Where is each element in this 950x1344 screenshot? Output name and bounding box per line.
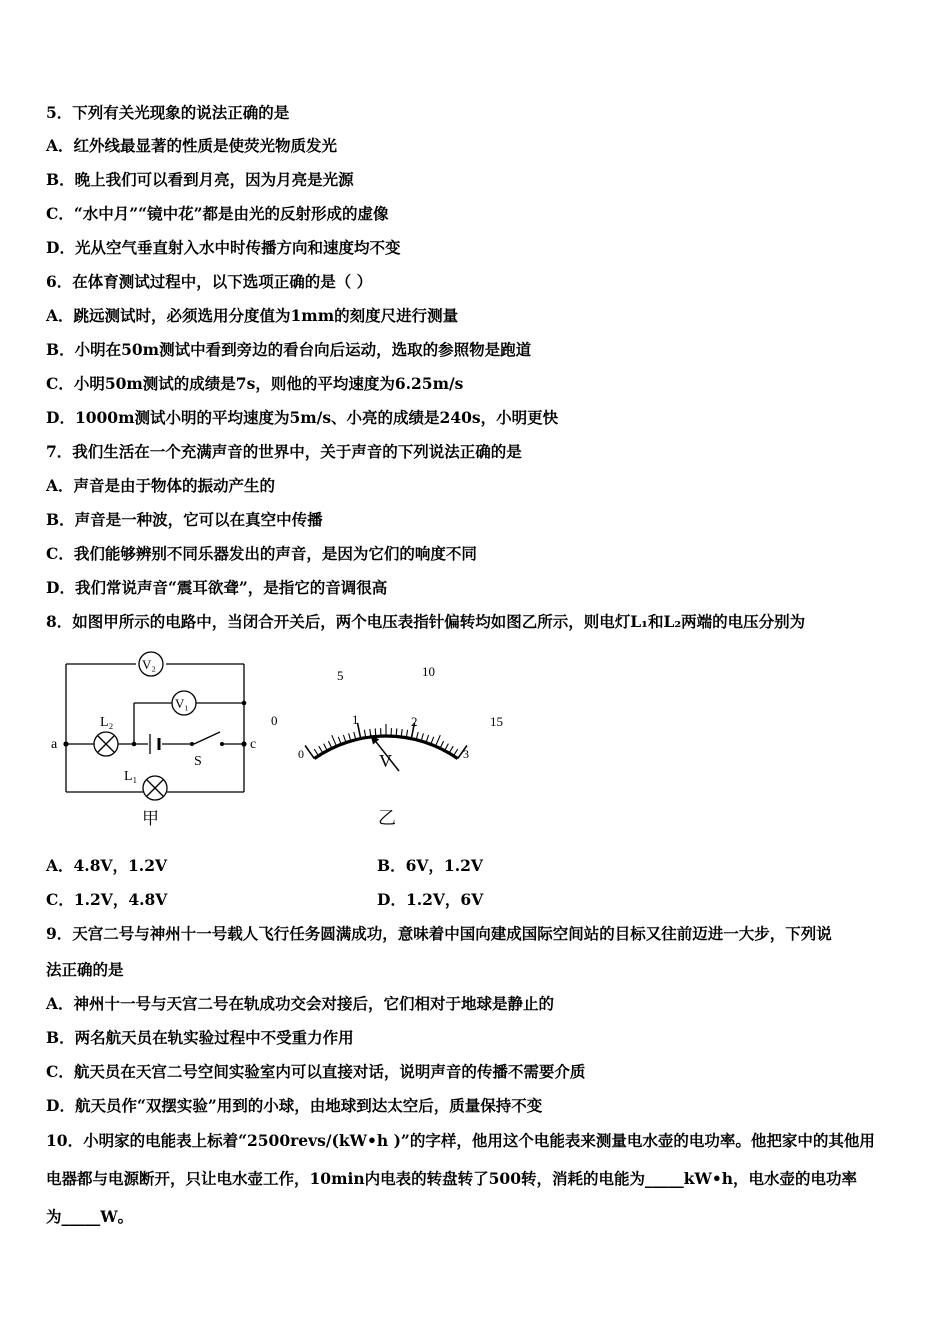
node-a-label: a [51, 737, 58, 752]
q5-option-a: A．红外线最显著的性质是使荧光物质发光 [46, 136, 338, 155]
q8-option-a: A．4.8V，1.2V [46, 856, 168, 875]
q7-option-b: B．声音是一种波，它可以在真空中传播 [46, 510, 323, 529]
lamp-l2-icon [98, 736, 114, 752]
bottom-scale-3: 3 [463, 747, 469, 761]
q8-option-d: D．1.2V，6V [377, 890, 484, 909]
v1-label: V₁ [175, 696, 189, 711]
top-scale-15: 15 [490, 714, 503, 729]
q8-option-b: B．6V，1.2V [377, 856, 483, 875]
l1-label: L₁ [124, 769, 138, 784]
top-scale-10: 10 [422, 664, 435, 679]
node-c-label: c [250, 737, 257, 752]
q10-line3: 为_____W。 [46, 1207, 134, 1226]
battery-icon [150, 734, 159, 754]
q9-stem-line1: 9．天宫二号与神州十一号载人飞行任务圆满成功，意味着中国向建成国际空间站的目标又往前迈进一大步，下列说 [46, 924, 832, 943]
q6-option-a: A．跳远测试时，必须选用分度值为1mm的刻度尺进行测量 [46, 306, 459, 325]
v2-label: V₂ [142, 657, 156, 672]
unit-v-label: V [379, 751, 392, 771]
top-scale-0: 0 [271, 713, 278, 728]
voltmeter-dial-yi [266, 656, 516, 836]
q6-option-b: B．小明在50m测试中看到旁边的看台向后运动，选取的参照物是跑道 [46, 340, 532, 359]
q9-option-d: D．航天员作“双摆实验”用到的小球，由地球到达太空后，质量保持不变 [46, 1096, 543, 1115]
figure-yi-caption: 乙 [378, 808, 396, 828]
bottom-scale-2: 2 [411, 714, 418, 729]
q6-option-c: C．小明50m测试的成绩是7s，则他的平均速度为6.25m/s [46, 374, 464, 393]
q10-line2: 电器都与电源断开，只让电水壶工作，10min内电表的转盘转了500转，消耗的电能为_____kW•h，电水壶的电功率 [46, 1169, 858, 1188]
q10-line1: 10．小明家的电能表上标着“2500revs/(kW•h )”的字样，他用这个电能表来测量电水壶的电功率。他把家中的其他用 [46, 1131, 875, 1150]
switch-s-label: S [194, 754, 202, 769]
q9-stem-line2: 法正确的是 [46, 960, 124, 979]
q5-stem: 5．下列有关光现象的说法正确的是 [46, 103, 290, 122]
bottom-scale-0: 0 [298, 747, 304, 761]
q5-option-b: B．晚上我们可以看到月亮，因为月亮是光源 [46, 170, 354, 189]
q7-option-c: C．我们能够辨别不同乐器发出的声音，是因为它们的响度不同 [46, 544, 477, 563]
q9-option-c: C．航天员在天宫二号空间实验室内可以直接对话，说明声音的传播不需要介质 [46, 1062, 586, 1081]
figure-jia-caption: 甲 [142, 809, 159, 828]
lamp-l1-icon [147, 780, 163, 796]
l2-label: L₂ [100, 715, 114, 730]
q5-option-c: C．“水中月”“镜中花”都是由光的反射形成的虚像 [46, 204, 389, 223]
q6-stem: 6．在体育测试过程中，以下选项正确的是（ ） [46, 272, 373, 291]
q9-option-b: B．两名航天员在轨实验过程中不受重力作用 [46, 1028, 354, 1047]
circuit-diagram-jia [44, 648, 264, 833]
q7-stem: 7．我们生活在一个充满声音的世界中，关于声音的下列说法正确的是 [46, 442, 522, 461]
top-scale-5: 5 [337, 668, 344, 683]
q8-option-c: C．1.2V，4.8V [46, 890, 168, 909]
q6-option-d: D．1000m测试小明的平均速度为5m/s、小亮的成绩是240s，小明更快 [46, 408, 559, 427]
dial-tick [436, 735, 441, 746]
dial-tick [305, 746, 314, 759]
dial-tick [332, 735, 337, 746]
q7-option-a: A．声音是由于物体的振动产生的 [46, 476, 276, 495]
q9-option-a: A．神州十一号与天宫二号在轨成功交会对接后，它们相对于地球是静止的 [46, 994, 555, 1013]
q8-stem: 8．如图甲所示的电路中，当闭合开关后，两个电压表指针偏转均如图乙所示，则电灯L₁和L₂两端的电压分别为 [46, 612, 806, 631]
q5-option-d: D．光从空气垂直射入水中时传播方向和速度均不变 [46, 238, 401, 257]
bottom-scale-1: 1 [352, 712, 359, 727]
q7-option-d: D．我们常说声音“震耳欲聋”，是指它的音调很高 [46, 578, 388, 597]
